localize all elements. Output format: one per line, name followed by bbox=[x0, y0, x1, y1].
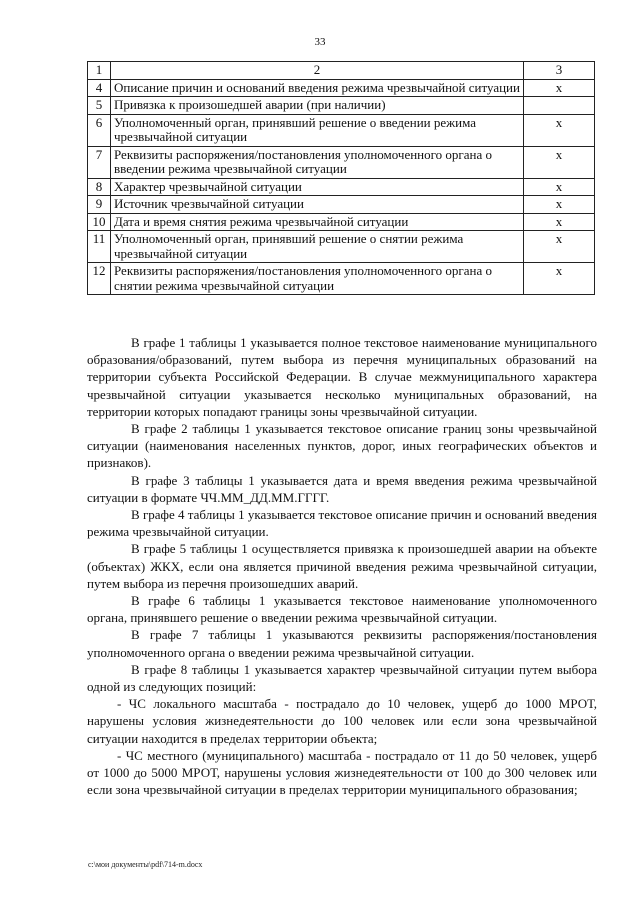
table-row bbox=[88, 263, 595, 295]
row-number-cell: 6 bbox=[88, 114, 111, 146]
table-row bbox=[88, 79, 595, 97]
row-mark-cell: x bbox=[524, 178, 595, 196]
table-row bbox=[88, 146, 595, 178]
row-number-cell: 9 bbox=[88, 196, 111, 214]
row-description-cell: Источник чрезвычайной ситуации bbox=[111, 196, 524, 214]
row-description-cell: Описание причин и оснований введения режима чрезвычайной ситуации bbox=[111, 79, 524, 97]
row-description-cell: Реквизиты распоряжения/постановления уполномоченного органа о введении режима чрезвычайной ситуации bbox=[111, 146, 524, 178]
table-row bbox=[88, 231, 595, 263]
header-col-2: 2 bbox=[111, 62, 524, 80]
row-mark-cell: x bbox=[524, 263, 595, 295]
row-description-cell: Дата и время снятия режима чрезвычайной ситуации bbox=[111, 213, 524, 231]
row-mark-cell: x bbox=[524, 146, 595, 178]
table-row bbox=[88, 213, 595, 231]
row-description-cell: Привязка к произошедшей аварии (при наличии) bbox=[111, 97, 524, 115]
paragraph: В графе 7 таблицы 1 указываются реквизиты распоряжения/постановления уполномоченного органа о введении режима чрезвычайной ситуации. bbox=[87, 627, 597, 660]
table-row bbox=[88, 114, 595, 146]
row-description-cell: Реквизиты распоряжения/постановления уполномоченного органа о снятии режима чрезвычайной ситуации bbox=[111, 263, 524, 295]
list-item: - ЧС локального масштаба - пострадало до 10 человек, ущерб до 1000 МРОТ, нарушены условия жизнедеятельности до 100 человек или если зона чрезвычайной ситуации находится в пределах территории объекта; bbox=[87, 696, 597, 746]
paragraph: В графе 8 таблицы 1 указывается характер чрезвычайной ситуации путем выбора одной из следующих позиций: bbox=[87, 661, 597, 695]
header-col-3: 3 bbox=[524, 62, 595, 80]
row-number-cell: 10 bbox=[88, 213, 111, 231]
paragraph: В графе 4 таблицы 1 указывается текстовое описание причин и оснований введения режима чрезвычайной ситуации. bbox=[87, 507, 597, 540]
footer-file-path: c:\мои документы\pdf\714-m.docx bbox=[88, 860, 203, 869]
row-description-cell: Уполномоченный орган, принявший решение о введении режима чрезвычайной ситуации bbox=[111, 114, 524, 146]
paragraph: В графе 6 таблицы 1 указывается текстовое наименование уполномоченного органа, принявшего решение о введении режима чрезвычайной ситуации. bbox=[87, 593, 597, 626]
body-text bbox=[87, 334, 597, 798]
paragraphs bbox=[87, 334, 597, 695]
paragraph: В графе 1 таблицы 1 указывается полное текстовое наименование муниципального образования/образований, путем выбора из перечня муниципальных образований на территории субъекта Российской Федерации. В случае межмуниципального характера чрезвычайной ситуации указывается несколько муниципальных образований, на территории которых попадают границы зоны чрезвычайной ситуации. bbox=[87, 335, 597, 419]
row-number-cell: 11 bbox=[88, 231, 111, 263]
row-mark-cell: x bbox=[524, 196, 595, 214]
list-item: - ЧС местного (муниципального) масштаба - пострадало от 11 до 50 человек, ущерб от 1000 до 5000 МРОТ, нарушены условия жизнедеятельности от 100 до 300 человек или если зона чрезвычайной ситуации в пределах территории муниципального образования; bbox=[87, 747, 597, 798]
row-description-cell: Характер чрезвычайной ситуации bbox=[111, 178, 524, 196]
paragraph: В графе 2 таблицы 1 указывается текстовое описание границ зоны чрезвычайной ситуации (наименования населенных пунктов, дорог, иных географических объектов и признаков). bbox=[87, 421, 597, 471]
header-col-1: 1 bbox=[88, 62, 111, 80]
row-number-cell: 12 bbox=[88, 263, 111, 295]
row-description-cell: Уполномоченный орган, принявший решение о снятии режима чрезвычайной ситуации bbox=[111, 231, 524, 263]
page-number: 33 bbox=[314, 36, 326, 48]
row-number-cell: 5 bbox=[88, 97, 111, 115]
row-mark-cell bbox=[524, 97, 595, 115]
paragraph: В графе 5 таблицы 1 осуществляется привязка к произошедшей аварии на объекте (объектах) ЖКХ, если она является причиной введения режима чрезвычайной ситуации, путем выбора из перечня произошедших аварий. bbox=[87, 541, 597, 591]
list bbox=[87, 695, 597, 798]
table-header-row bbox=[88, 62, 595, 80]
row-number-cell: 8 bbox=[88, 178, 111, 196]
row-number-cell: 7 bbox=[88, 146, 111, 178]
data-table bbox=[87, 61, 595, 295]
table-row bbox=[88, 196, 595, 214]
table-body bbox=[88, 62, 595, 295]
row-mark-cell: x bbox=[524, 231, 595, 263]
row-mark-cell: x bbox=[524, 114, 595, 146]
paragraph: В графе 3 таблицы 1 указывается дата и время введения режима чрезвычайной ситуации в формате ЧЧ.ММ_ДД.ММ.ГГГГ. bbox=[87, 472, 597, 505]
row-mark-cell: x bbox=[524, 79, 595, 97]
table-row bbox=[88, 97, 595, 115]
row-number-cell: 4 bbox=[88, 79, 111, 97]
row-mark-cell: x bbox=[524, 213, 595, 231]
table-row bbox=[88, 178, 595, 196]
